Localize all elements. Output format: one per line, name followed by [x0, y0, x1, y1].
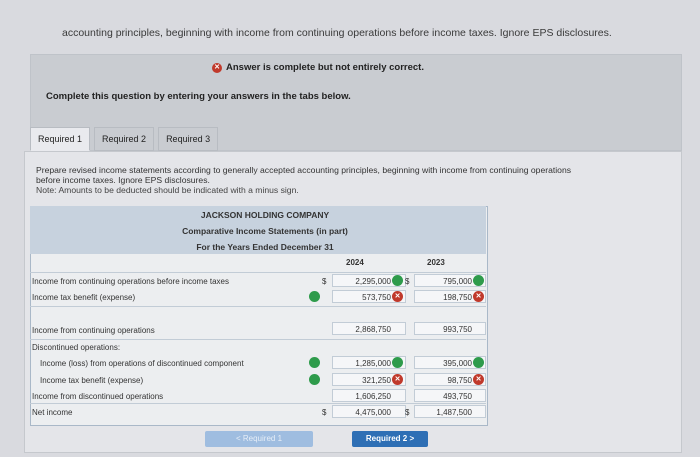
correct-icon	[392, 275, 403, 286]
company-name: JACKSON HOLDING COMPANY	[200, 210, 330, 220]
value-2023: 395,000	[443, 359, 472, 368]
value-2023: 993,750	[443, 325, 472, 334]
year-2023-header: 2023	[427, 258, 445, 267]
incorrect-icon: ✕	[473, 374, 484, 385]
row-divider	[30, 272, 486, 273]
row-divider	[30, 306, 486, 307]
value-2024: 1,606,250	[355, 392, 391, 401]
value-2024: 2,295,000	[355, 277, 391, 286]
statement-period: For the Years Ended December 31	[196, 242, 334, 252]
instructions: Complete this question by entering your answers in the tabs below.	[46, 91, 351, 102]
value-2023: 198,750	[443, 293, 472, 302]
dollar-sign: $	[405, 408, 410, 417]
tab-required-2[interactable]: Required 2	[94, 127, 154, 151]
incorrect-icon: ✕	[392, 374, 403, 385]
tab-required-1[interactable]: Required 1	[30, 127, 90, 151]
intro-text: accounting principles, beginning with income from continuing operations before income taxes. Ignore EPS disclosures.	[62, 27, 612, 39]
value-2024: 4,475,000	[355, 408, 391, 417]
prompt-text: Prepare revised income statements according to generally accepted accounting principles, beginning with income from continuing operations before income taxes. Ignore EPS disclosures. Note: Amounts to be deducted should be indicated with a minus sign.	[36, 165, 596, 195]
correct-icon	[473, 357, 484, 368]
correct-icon	[392, 357, 403, 368]
value-2023: 493,750	[443, 392, 472, 401]
correct-icon	[473, 275, 484, 286]
statement-title: Comparative Income Statements (in part)	[182, 226, 348, 236]
row-divider	[30, 403, 486, 404]
dollar-sign: $	[405, 277, 410, 286]
row-label: Income from discontinued operations	[32, 392, 164, 401]
tab-required-3[interactable]: Required 3	[158, 127, 218, 151]
row-label: Income tax benefit (expense)	[40, 376, 144, 385]
dollar-sign: $	[322, 408, 327, 417]
next-required-button[interactable]: Required 2 >	[352, 431, 428, 447]
row-label: Income from continuing operations before income taxes	[32, 277, 229, 286]
value-2024: 1,285,000	[355, 359, 391, 368]
note-text: Note: Amounts to be deducted should be indicated with a minus sign.	[36, 185, 299, 195]
value-2024: 321,250	[362, 376, 391, 385]
year-2024-header: 2024	[346, 258, 364, 267]
value-2023: 98,750	[447, 376, 472, 385]
row-label: Income tax benefit (expense)	[32, 293, 136, 302]
value-2023: 795,000	[443, 277, 472, 286]
tab-bar	[30, 127, 222, 151]
incorrect-icon: ✕	[392, 291, 403, 302]
answer-status	[212, 62, 424, 73]
dollar-sign: $	[322, 277, 327, 286]
error-icon: ✕	[212, 63, 222, 73]
row-label: Net income	[32, 408, 73, 417]
incorrect-icon: ✕	[473, 291, 484, 302]
correct-icon	[309, 374, 320, 385]
correct-icon	[309, 291, 320, 302]
row-label: Income from continuing operations	[32, 326, 155, 335]
previous-required-button[interactable]: < Required 1	[205, 431, 313, 447]
value-2024: 2,868,750	[355, 325, 391, 334]
row-label: Income (loss) from operations of discontinued component	[40, 359, 244, 368]
status-text: Answer is complete but not entirely correct.	[226, 62, 424, 73]
value-2023: 1,487,500	[436, 408, 472, 417]
correct-icon	[309, 357, 320, 368]
row-label: Discontinued operations:	[32, 343, 121, 352]
value-2024: 573,750	[362, 293, 391, 302]
row-divider	[30, 339, 486, 340]
